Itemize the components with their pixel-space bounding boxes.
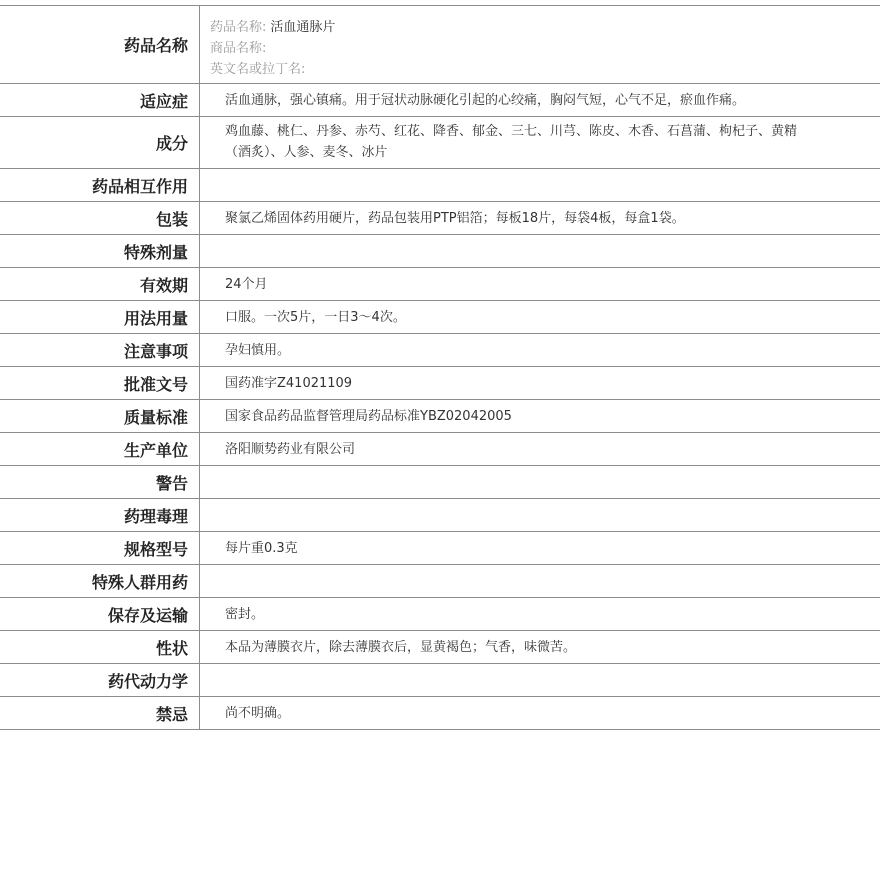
table-row [0,334,880,367]
drug-name-key: 药品名称: [210,20,267,35]
drug-name-value: 活血通脉片 [270,20,336,35]
row-label: 适应症 [0,84,200,116]
row-label: 生产单位 [0,433,200,465]
drug-names-cell [200,6,880,83]
table-row [0,664,880,697]
table-row [0,631,880,664]
english-name-line [210,59,880,80]
trade-name-line [210,38,880,59]
row-label: 规格型号 [0,532,200,564]
table-row [0,598,880,631]
row-value: 密封。 [225,606,265,622]
table-row [0,499,880,532]
row-label: 药代动力学 [0,664,200,696]
row-value: 鸡血藤、桃仁、丹参、赤芍、红花、降香、郁金、三七、川芎、陈皮、木香、石菖蒲、枸杞子、黄精（酒炙）、人参、麦冬、冰片 [225,124,798,160]
table-row [0,268,880,301]
row-value: 洛阳顺势药业有限公司 [225,441,356,457]
row-label: 性状 [0,631,200,663]
row-label: 保存及运输 [0,598,200,630]
row-value: 国家食品药品监督管理局药品标准YBZ02042005 [225,408,512,424]
row-label: 质量标准 [0,400,200,432]
row-value: 聚氯乙烯固体药用硬片，药品包装用PTP铝箔；每板18片，每袋4板，每盒1袋。 [225,210,685,226]
row-label: 批准文号 [0,367,200,399]
row-label: 药品相互作用 [0,169,200,201]
row-value: 24个月 [225,276,268,292]
table-row [0,235,880,268]
table-row [0,169,880,202]
row-label: 有效期 [0,268,200,300]
row-label: 药品名称 [0,6,200,83]
row-value: 口服。一次5片，一日3～4次。 [225,309,406,325]
table-row [0,84,880,117]
drug-name-line [210,17,880,38]
row-label: 药理毒理 [0,499,200,531]
row-value: 国药准字Z41021109 [225,375,353,391]
row-value: 孕妇慎用。 [225,342,291,358]
trade-name-key: 商品名称: [210,41,267,56]
row-value: 活血通脉，强心镇痛。用于冠状动脉硬化引起的心绞痛，胸闷气短，心气不足，瘀血作痛。 [225,92,746,108]
row-value [200,664,880,696]
table-row [0,433,880,466]
row-value: 本品为薄膜衣片，除去薄膜衣后，显黄褐色；气香，味微苦。 [225,639,577,655]
row-label: 包装 [0,202,200,234]
row-label: 注意事项 [0,334,200,366]
row-value [200,499,880,531]
row-label: 成分 [0,117,200,168]
table-row [0,367,880,400]
row-value [200,565,880,597]
row-label: 警告 [0,466,200,498]
table-row [0,565,880,598]
row-value [200,235,880,267]
row-value [200,466,880,498]
table-row-drug-name [0,6,880,84]
row-label: 禁忌 [0,697,200,729]
table-row [0,117,880,169]
row-label: 用法用量 [0,301,200,333]
table-row [0,202,880,235]
table-row [0,532,880,565]
table-row [0,697,880,730]
row-value: 每片重0.3克 [225,540,298,556]
row-label: 特殊剂量 [0,235,200,267]
row-label: 特殊人群用药 [0,565,200,597]
english-name-key: 英文名或拉丁名: [210,62,306,77]
drug-info-table [0,5,880,730]
row-value: 尚不明确。 [225,705,291,721]
table-row [0,400,880,433]
table-row [0,301,880,334]
table-row [0,466,880,499]
row-value [200,169,880,201]
